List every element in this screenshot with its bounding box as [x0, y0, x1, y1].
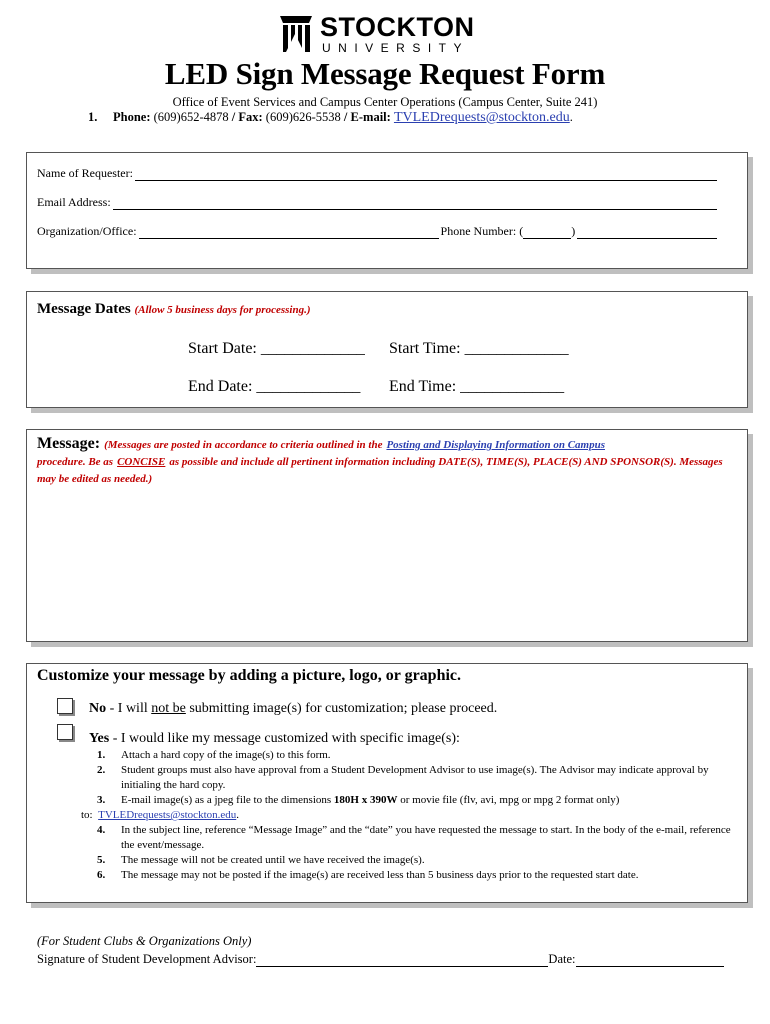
- posting-procedure-link[interactable]: Posting and Displaying Information on Campus: [386, 439, 605, 451]
- org-field[interactable]: [139, 227, 439, 239]
- footer-note: (For Student Clubs & Organizations Only): [37, 934, 252, 948]
- email-link[interactable]: TVLEDrequests@stockton.edu: [393, 110, 570, 125]
- step-num: 3.: [97, 794, 106, 806]
- no-bold: No: [89, 701, 107, 716]
- name-label: Name of Requester:: [37, 166, 133, 180]
- list-item: [97, 823, 737, 853]
- area-code-field[interactable]: [523, 227, 571, 239]
- step-text: E-mail image(s) as a jpeg file to the dimensions: [121, 794, 334, 806]
- no-option: [89, 701, 497, 717]
- end-time-field[interactable]: End Time: _____________: [389, 378, 565, 395]
- email-label: Email Address:: [37, 195, 111, 209]
- fax-label: Fax:: [238, 110, 263, 124]
- message-note-a: (Messages are posted in accordance to criteria outlined in the: [104, 439, 383, 451]
- no-checkbox[interactable]: [57, 698, 73, 714]
- date-field[interactable]: [576, 955, 724, 967]
- date-label: Date:: [548, 952, 576, 966]
- message-note-c: as possible and include all pertinent information including DATE(S), TIME(S), PLACE(S) AND SPONSOR(S). Messages may be edited as needed.): [37, 456, 723, 485]
- yes-bold: Yes: [89, 731, 110, 746]
- dates-title-text: Message Dates: [37, 301, 131, 317]
- fax-value: (609)626-5538: [265, 110, 341, 124]
- requester-section: [26, 152, 748, 269]
- message-instructions: [37, 436, 727, 487]
- message-note-concise: CONCISE: [117, 456, 166, 468]
- no-text-a: - I will: [106, 701, 152, 716]
- logo-name: STOCKTON: [320, 12, 475, 42]
- org-row: [37, 224, 717, 239]
- contact-line: [88, 110, 573, 126]
- page-title: LED Sign Message Request Form: [164, 56, 606, 91]
- org-label: Organization/Office:: [37, 224, 137, 238]
- phone-value: (609)652-4878: [153, 110, 229, 124]
- step-text: or movie file (flv, avi, mpg or mpg 2 format only): [397, 794, 620, 806]
- list-item: [97, 748, 737, 763]
- phone-label: Phone:: [113, 110, 151, 124]
- yes-checkbox[interactable]: [57, 724, 73, 740]
- dates-title: [37, 301, 311, 318]
- message-section[interactable]: [26, 429, 748, 642]
- step-dimensions: 180H x 390W: [333, 794, 398, 806]
- contact-number: 1.: [88, 110, 98, 124]
- step-num: 6.: [97, 869, 106, 881]
- no-text-under: not be: [151, 701, 186, 716]
- customize-title: Customize your message by adding a picture, logo, or graphic.: [37, 667, 462, 684]
- start-date-field[interactable]: Start Date: _____________: [188, 340, 365, 357]
- email-row: [37, 195, 717, 210]
- list-item: [97, 868, 737, 883]
- step-text: In the subject line, reference “Message Image” and the “date” you have requested the message to start. In the body of the e-mail, reference the event/message.: [121, 824, 731, 851]
- phone-field[interactable]: [577, 227, 717, 239]
- steps-list: [81, 748, 737, 883]
- dates-note: (Allow 5 business days for processing.): [134, 304, 311, 316]
- email-field[interactable]: [113, 198, 717, 210]
- step-num: 2.: [97, 764, 106, 776]
- logo-sub: UNIVERSITY: [322, 41, 470, 55]
- to-email-link[interactable]: TVLEDrequests@stockton.edu: [98, 809, 237, 821]
- sep: /: [228, 110, 239, 124]
- to-label: to:: [81, 809, 93, 821]
- email-label: E-mail:: [350, 110, 391, 124]
- name-field[interactable]: [135, 169, 717, 181]
- signature-field[interactable]: [256, 955, 548, 967]
- yes-text: - I would like my message customized with specific image(s):: [109, 731, 460, 746]
- step-num: 1.: [97, 749, 106, 761]
- message-note-b: procedure. Be as: [37, 456, 114, 468]
- sep: /: [340, 110, 351, 124]
- to-end: .: [236, 809, 240, 821]
- university-logo: [278, 14, 492, 56]
- step-text: Attach a hard copy of the image(s) to this form.: [121, 749, 331, 761]
- phone-close: ): [571, 224, 576, 238]
- step-num: 4.: [97, 824, 106, 836]
- list-item: [97, 793, 737, 808]
- list-item: [97, 763, 737, 793]
- message-title: Message:: [37, 435, 101, 452]
- dates-section: [26, 291, 748, 408]
- end-date-field[interactable]: End Date: _____________: [188, 378, 361, 395]
- yes-option: [89, 731, 460, 747]
- step-num: 5.: [97, 854, 106, 866]
- step-text: The message will not be created until we have received the image(s).: [121, 854, 425, 866]
- signature-row: [37, 952, 737, 967]
- name-row: [37, 166, 717, 181]
- list-item: [81, 808, 737, 823]
- no-text-b: submitting image(s) for customization; please proceed.: [185, 701, 498, 716]
- email-end: .: [569, 110, 573, 124]
- signature-label: Signature of Student Development Advisor:: [37, 952, 257, 966]
- start-time-field[interactable]: Start Time: _____________: [389, 340, 569, 357]
- list-item: [97, 853, 737, 868]
- step-text: The message may not be posted if the image(s) are received less than 5 business days prior to the requested start date.: [121, 869, 639, 881]
- phone-label: Phone Number: (: [440, 224, 524, 238]
- office-line: Office of Event Services and Campus Center Operations (Campus Center, Suite 241): [172, 95, 598, 109]
- step-text: Student groups must also have approval from a Student Development Advisor to use image(s). The Advisor may indicate approval by initialing the hard copy.: [121, 764, 709, 791]
- customize-section: [26, 663, 748, 903]
